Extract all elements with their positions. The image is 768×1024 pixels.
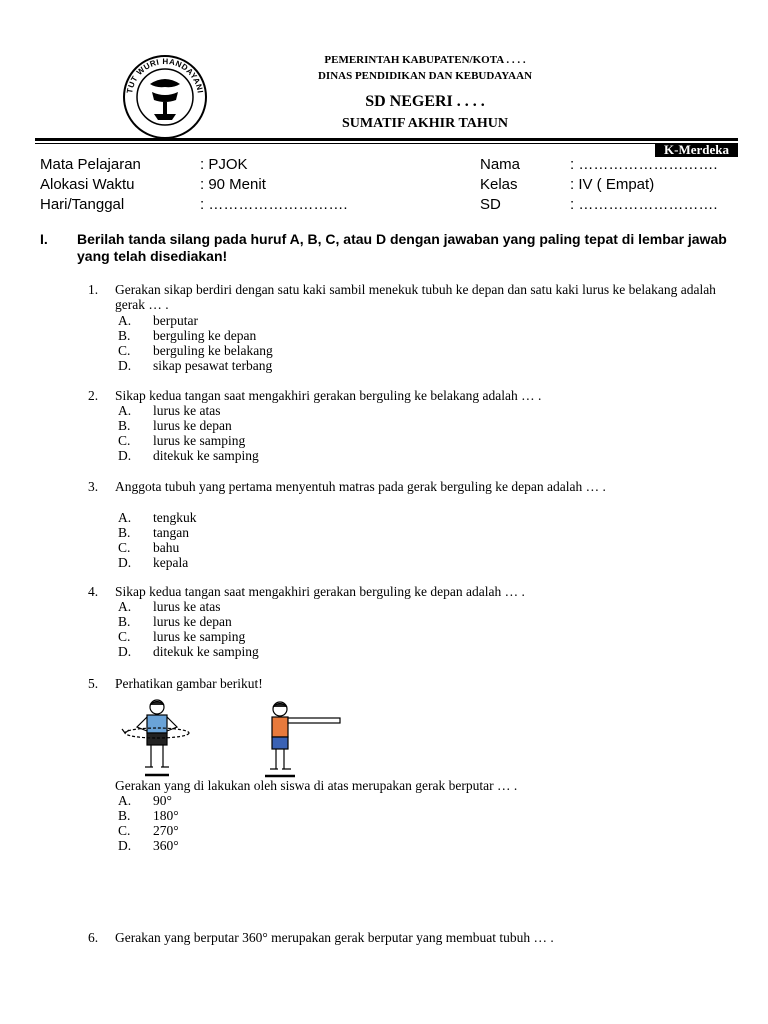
curriculum-badge: K-Merdeka bbox=[655, 143, 738, 157]
question-text: Gerakan yang berputar 360° merupakan gerak berputar yang membuat tubuh … . bbox=[115, 930, 554, 945]
question-text: Perhatikan gambar berikut! bbox=[115, 676, 263, 691]
option-letter: A. bbox=[118, 599, 132, 614]
option-letter: B. bbox=[118, 418, 131, 433]
info-value-school: : ………………………. bbox=[570, 196, 718, 213]
question-6 bbox=[88, 930, 748, 950]
question-subtext: Gerakan yang di lakukan oleh siswa di atas merupakan gerak berputar … . bbox=[115, 778, 518, 793]
question-number: 5. bbox=[88, 676, 99, 691]
info-value-duration: : 90 Menit bbox=[200, 176, 266, 193]
option-letter: B. bbox=[118, 525, 131, 540]
instruction-text: Berilah tanda silang pada huruf A, B, C, atau D dengan jawaban yang paling tepat di lembar jawab yang telah disediakan! bbox=[77, 231, 727, 264]
header-government-line: PEMERINTAH KABUPATEN/KOTA . . . . bbox=[324, 54, 526, 66]
option-letter: A. bbox=[118, 510, 132, 525]
header-divider-thin bbox=[35, 143, 738, 144]
option-text: sikap pesawat terbang bbox=[153, 358, 273, 373]
option-letter: A. bbox=[118, 403, 132, 418]
option-text: kepala bbox=[153, 555, 189, 570]
option-text: lurus ke samping bbox=[153, 629, 246, 644]
option-text: 360° bbox=[153, 838, 179, 853]
option-letter: D. bbox=[118, 838, 132, 853]
option-text: 90° bbox=[153, 793, 172, 808]
option-text: ditekuk ke samping bbox=[153, 644, 259, 659]
question-3 bbox=[88, 479, 748, 574]
tut-wuri-handayani-logo bbox=[122, 54, 208, 140]
info-label-subject: Mata Pelajaran bbox=[40, 156, 141, 173]
document-header bbox=[0, 0, 768, 140]
question-5 bbox=[88, 676, 748, 696]
option-letter: D. bbox=[118, 358, 132, 373]
info-value-class: : IV ( Empat) bbox=[570, 176, 655, 193]
question-number: 6. bbox=[88, 930, 99, 945]
option-letter: D. bbox=[118, 448, 132, 463]
question-number: 4. bbox=[88, 584, 99, 599]
school-name: SD NEGERI . . . . bbox=[365, 93, 485, 110]
info-label-date: Hari/Tanggal bbox=[40, 196, 125, 213]
option-letter: C. bbox=[118, 343, 131, 358]
info-value-date: : ………………………. bbox=[200, 196, 348, 213]
option-letter: B. bbox=[118, 808, 131, 823]
option-text: 180° bbox=[153, 808, 179, 823]
info-label-name: Nama bbox=[480, 156, 521, 173]
option-letter: C. bbox=[118, 433, 131, 448]
question-number: 2. bbox=[88, 388, 99, 403]
question-text: Gerakan sikap berdiri dengan satu kaki sambil menekuk tubuh ke depan dan satu kaki lurus ke belakang adalah gerak … . bbox=[115, 282, 716, 312]
option-letter: B. bbox=[118, 614, 131, 629]
option-letter: C. bbox=[118, 823, 131, 838]
question-number: 3. bbox=[88, 479, 99, 494]
option-text: berguling ke depan bbox=[153, 328, 257, 343]
option-text: lurus ke depan bbox=[153, 614, 232, 629]
option-text: berguling ke belakang bbox=[153, 343, 273, 358]
option-text: lurus ke atas bbox=[153, 403, 221, 418]
info-value-subject: : PJOK bbox=[200, 156, 248, 173]
question-text: Anggota tubuh yang pertama menyentuh matras pada gerak berguling ke depan adalah … . bbox=[115, 479, 606, 494]
option-letter: C. bbox=[118, 540, 131, 555]
option-letter: A. bbox=[118, 313, 132, 328]
student-front-figure bbox=[122, 700, 189, 775]
question-text: Sikap kedua tangan saat mengakhiri gerakan berguling ke depan adalah … . bbox=[115, 584, 525, 599]
question-2 bbox=[88, 388, 748, 468]
option-text: tengkuk bbox=[153, 510, 197, 525]
question-5-continued bbox=[88, 778, 748, 858]
question-text: Sikap kedua tangan saat mengakhiri gerakan berguling ke belakang adalah … . bbox=[115, 388, 542, 403]
question-1 bbox=[88, 282, 748, 377]
option-text: bahu bbox=[153, 540, 180, 555]
option-letter: D. bbox=[118, 644, 132, 659]
option-text: 270° bbox=[153, 823, 179, 838]
option-text: ditekuk ke samping bbox=[153, 448, 259, 463]
section-number: I. bbox=[40, 231, 48, 247]
student-side-figure bbox=[265, 702, 340, 776]
rotation-exercise-illustration bbox=[115, 697, 355, 779]
option-text: berputar bbox=[153, 313, 198, 328]
info-label-school: SD bbox=[480, 196, 501, 213]
option-letter: C. bbox=[118, 629, 131, 644]
header-department-line: DINAS PENDIDIKAN DAN KEBUDAYAAN bbox=[317, 70, 533, 82]
question-number: 1. bbox=[88, 282, 99, 297]
info-value-name: : ………………………. bbox=[570, 156, 718, 173]
info-label-class: Kelas bbox=[480, 176, 518, 193]
question-4 bbox=[88, 584, 748, 664]
option-text: lurus ke atas bbox=[153, 599, 221, 614]
option-letter: B. bbox=[118, 328, 131, 343]
option-text: lurus ke depan bbox=[153, 418, 232, 433]
option-text: lurus ke samping bbox=[153, 433, 246, 448]
svg-text:TUT WURI HANDAYANI: TUT WURI HANDAYANI bbox=[125, 56, 205, 95]
header-divider-thick bbox=[35, 138, 738, 141]
option-letter: D. bbox=[118, 555, 132, 570]
option-text: tangan bbox=[153, 525, 189, 540]
exam-title: SUMATIF AKHIR TAHUN bbox=[342, 116, 508, 131]
option-letter: A. bbox=[118, 793, 132, 808]
info-label-duration: Alokasi Waktu bbox=[40, 176, 135, 193]
